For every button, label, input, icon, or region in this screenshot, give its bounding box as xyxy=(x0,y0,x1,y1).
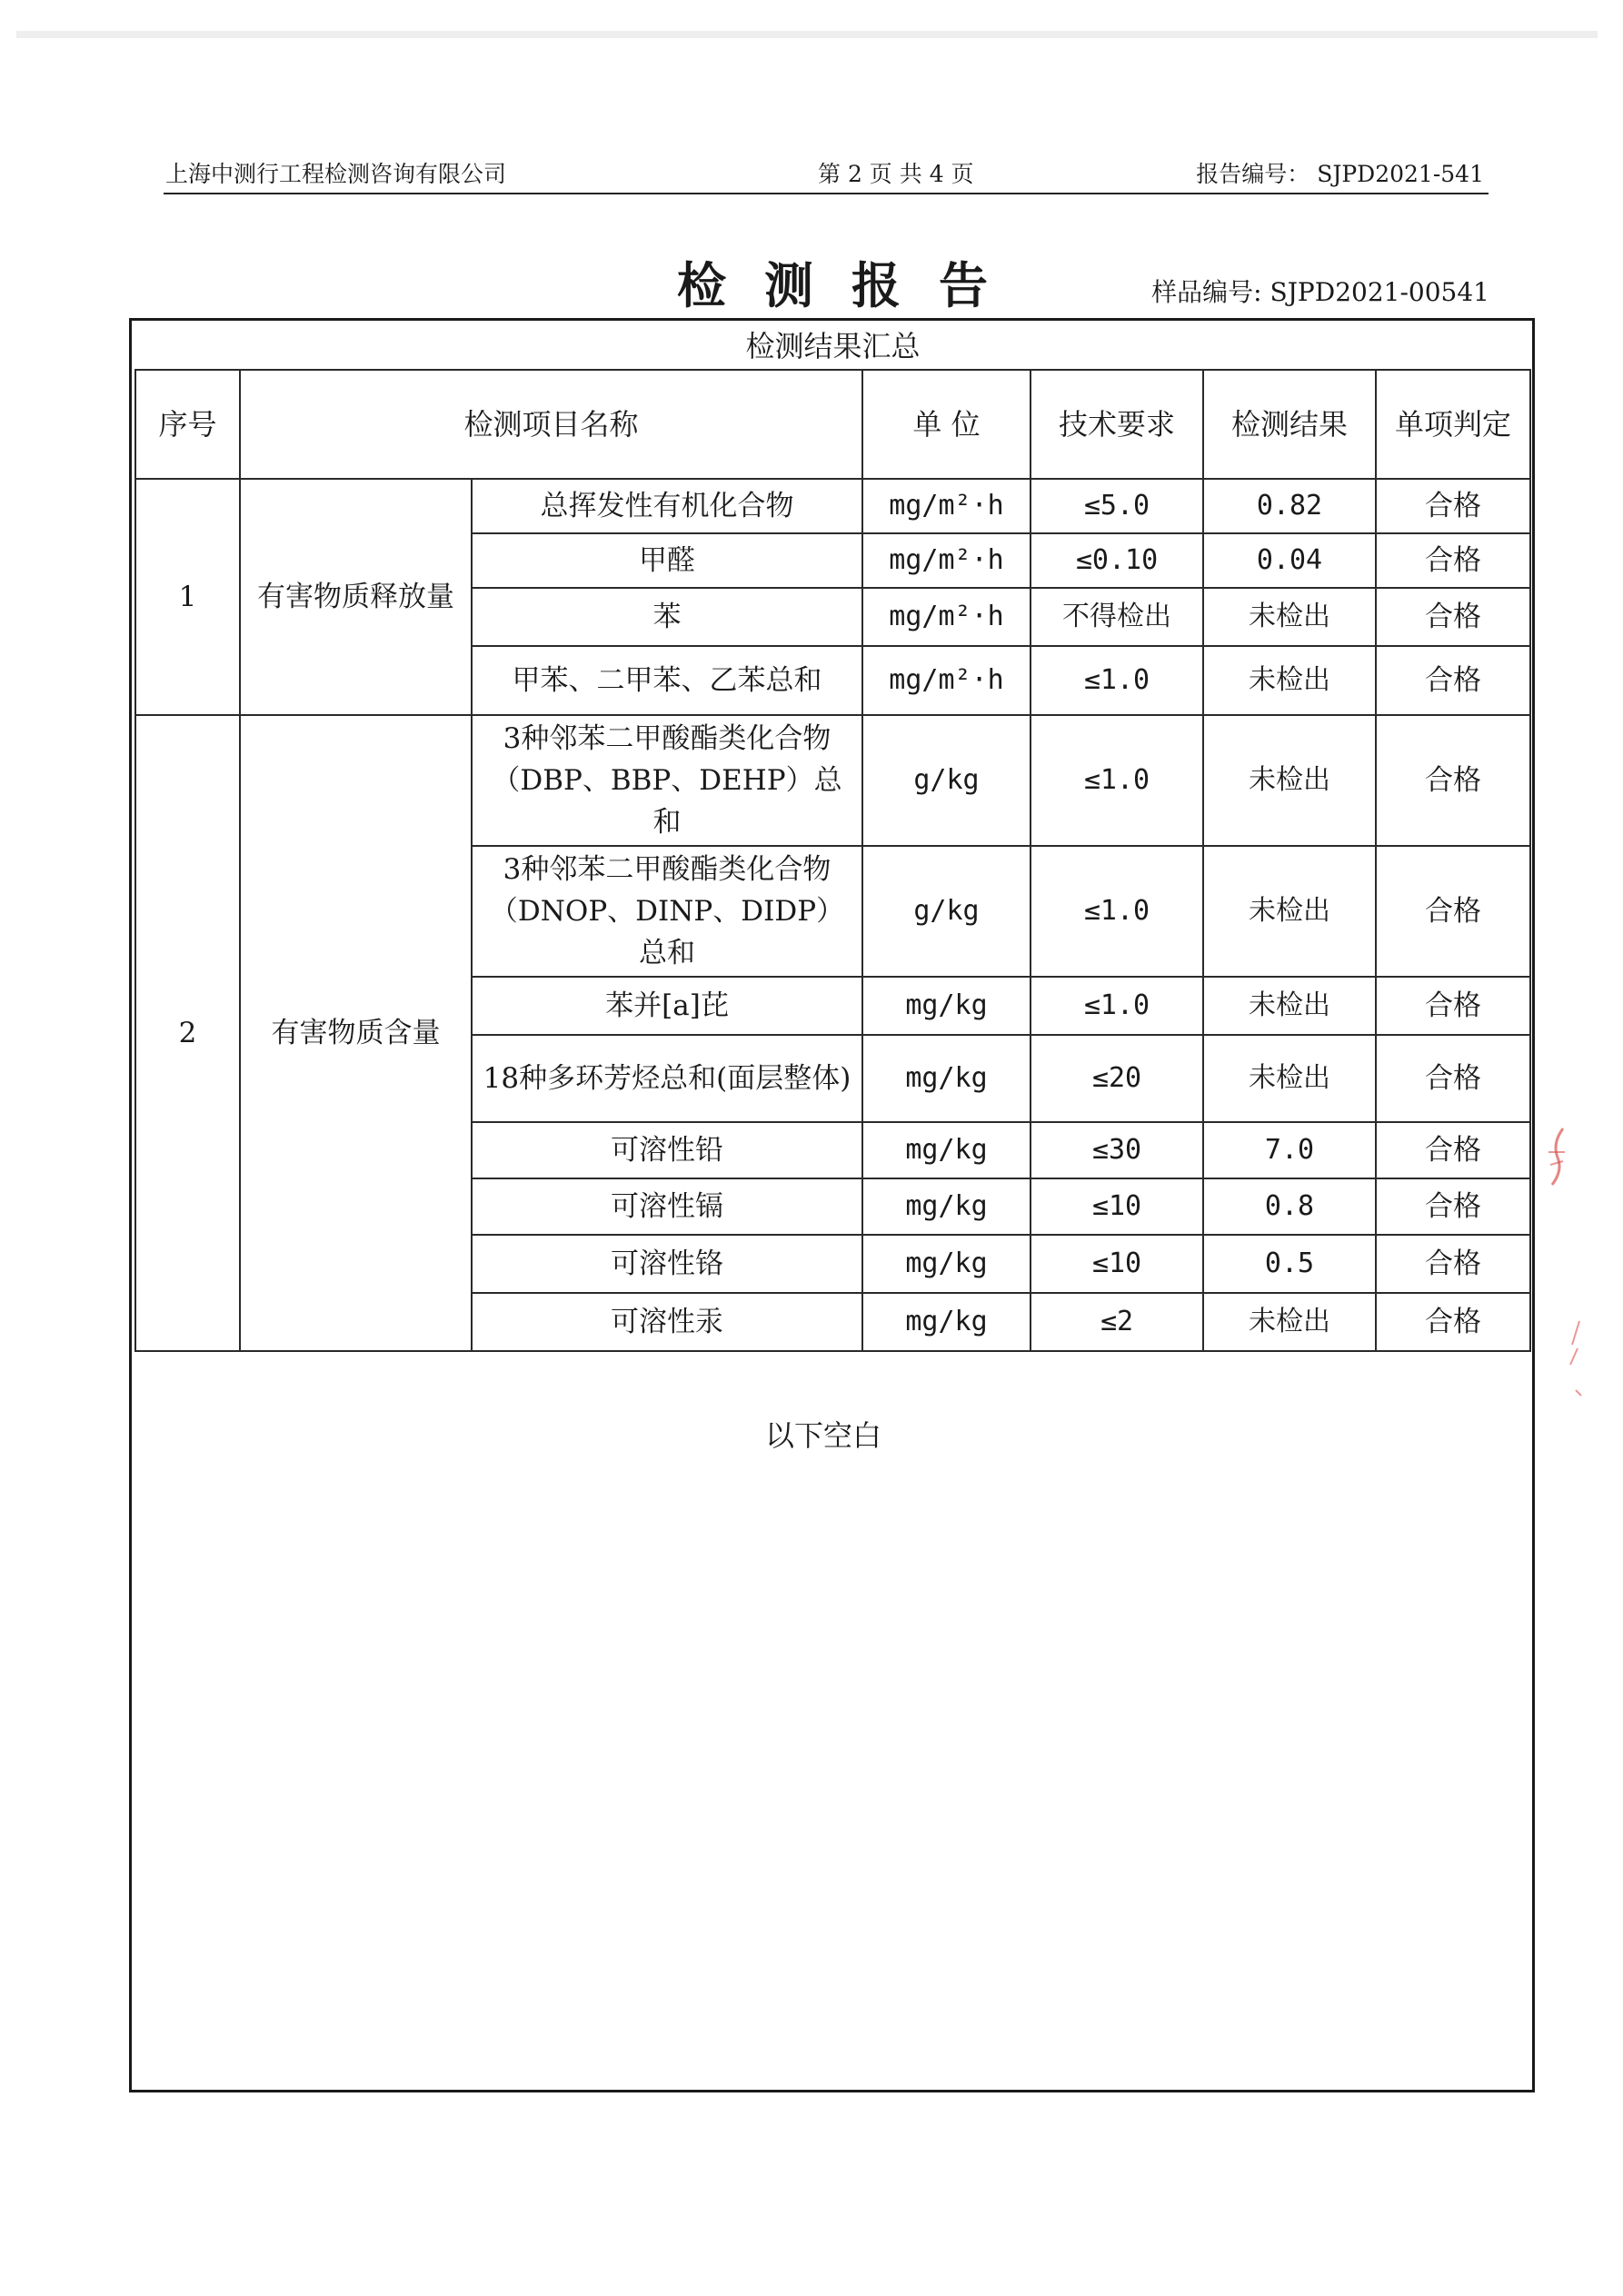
cell-item: 苯并[a]芘 xyxy=(472,977,862,1035)
cell-category: 有害物质释放量 xyxy=(240,479,472,715)
cell-requirement: ≤5.0 xyxy=(1031,479,1203,533)
cell-unit: g/kg xyxy=(862,846,1031,977)
cell-requirement: ≤1.0 xyxy=(1031,846,1203,977)
cell-item: 可溶性汞 xyxy=(472,1293,862,1351)
page-title: 检测报告 xyxy=(677,256,1026,314)
cell-judgement: 合格 xyxy=(1376,977,1530,1035)
cell-unit: mg/kg xyxy=(862,1293,1031,1351)
header-seq: 序号 xyxy=(135,370,240,479)
cell-unit: mg/m²·h xyxy=(862,533,1031,588)
cell-unit: mg/m²·h xyxy=(862,646,1031,715)
cell-judgement: 合格 xyxy=(1376,646,1530,715)
table-caption: 检测结果汇总 xyxy=(135,323,1530,370)
cell-category: 有害物质含量 xyxy=(240,715,472,1351)
cell-unit: mg/kg xyxy=(862,1235,1031,1293)
cell-item: 可溶性镉 xyxy=(472,1178,862,1235)
header-unit: 单 位 xyxy=(862,370,1031,479)
cell-judgement: 合格 xyxy=(1376,715,1530,846)
cell-result: 未检出 xyxy=(1203,846,1376,977)
cell-requirement: ≤1.0 xyxy=(1031,715,1203,846)
cell-requirement: 不得检出 xyxy=(1031,588,1203,646)
cell-item: 3种邻苯二甲酸酯类化合物（DNOP、DINP、DIDP）总和 xyxy=(472,846,862,977)
cell-result: 未检出 xyxy=(1203,977,1376,1035)
cell-unit: mg/kg xyxy=(862,1035,1031,1122)
cell-requirement: ≤1.0 xyxy=(1031,977,1203,1035)
cell-result: 未检出 xyxy=(1203,1293,1376,1351)
report-number: 报告编号： SJPD2021-541 xyxy=(1196,161,1484,187)
cell-result: 未检出 xyxy=(1203,715,1376,846)
header-divider xyxy=(164,193,1489,194)
cell-requirement: ≤20 xyxy=(1031,1035,1203,1122)
cell-unit: mg/m²·h xyxy=(862,479,1031,533)
table-row xyxy=(135,479,1530,533)
cell-unit: mg/kg xyxy=(862,1178,1031,1235)
results-table xyxy=(134,323,1531,1352)
cell-item: 苯 xyxy=(472,588,862,646)
cell-judgement: 合格 xyxy=(1376,1235,1530,1293)
page-indicator: 第 2 页 共 4 页 xyxy=(818,161,974,187)
cell-item: 可溶性铅 xyxy=(472,1122,862,1178)
cell-item: 3种邻苯二甲酸酯类化合物（DBP、BBP、DEHP）总和 xyxy=(472,715,862,846)
stamp-fragment xyxy=(1545,1125,1568,1190)
cell-requirement: ≤1.0 xyxy=(1031,646,1203,715)
cell-seq: 2 xyxy=(135,715,240,1351)
table-row xyxy=(135,715,1530,846)
cell-result: 未检出 xyxy=(1203,1035,1376,1122)
cell-item: 总挥发性有机化合物 xyxy=(472,479,862,533)
cell-requirement: ≤2 xyxy=(1031,1293,1203,1351)
cell-unit: mg/kg xyxy=(862,977,1031,1035)
cell-result: 未检出 xyxy=(1203,646,1376,715)
sample-number: 样品编号: SJPD2021-00541 xyxy=(1151,277,1489,307)
cell-requirement: ≤10 xyxy=(1031,1235,1203,1293)
company-name: 上海中测行工程检测咨询有限公司 xyxy=(165,161,507,187)
cell-judgement: 合格 xyxy=(1376,1122,1530,1178)
cell-item: 甲苯、二甲苯、乙苯总和 xyxy=(472,646,862,715)
cell-item: 甲醛 xyxy=(472,533,862,588)
cell-result: 0.8 xyxy=(1203,1178,1376,1235)
scan-edge xyxy=(16,31,1598,38)
cell-item: 18种多环芳烃总和(面层整体) xyxy=(472,1035,862,1122)
cell-judgement: 合格 xyxy=(1376,846,1530,977)
cell-requirement: ≤0.10 xyxy=(1031,533,1203,588)
cell-judgement: 合格 xyxy=(1376,479,1530,533)
header-result: 检测结果 xyxy=(1203,370,1376,479)
cell-seq: 1 xyxy=(135,479,240,715)
cell-result: 0.04 xyxy=(1203,533,1376,588)
blank-below-note: 以下空白 xyxy=(765,1418,882,1453)
header-requirement: 技术要求 xyxy=(1031,370,1203,479)
stamp-fragment xyxy=(1565,1317,1585,1399)
cell-requirement: ≤10 xyxy=(1031,1178,1203,1235)
cell-judgement: 合格 xyxy=(1376,1293,1530,1351)
cell-result: 0.82 xyxy=(1203,479,1376,533)
cell-unit: mg/m²·h xyxy=(862,588,1031,646)
cell-judgement: 合格 xyxy=(1376,1035,1530,1122)
cell-judgement: 合格 xyxy=(1376,588,1530,646)
header-item: 检测项目名称 xyxy=(240,370,862,479)
cell-result: 7.0 xyxy=(1203,1122,1376,1178)
cell-judgement: 合格 xyxy=(1376,1178,1530,1235)
cell-unit: g/kg xyxy=(862,715,1031,846)
cell-unit: mg/kg xyxy=(862,1122,1031,1178)
header-judgement: 单项判定 xyxy=(1376,370,1530,479)
cell-result: 0.5 xyxy=(1203,1235,1376,1293)
cell-result: 未检出 xyxy=(1203,588,1376,646)
cell-judgement: 合格 xyxy=(1376,533,1530,588)
results-table-container xyxy=(134,323,1529,1352)
cell-item: 可溶性铬 xyxy=(472,1235,862,1293)
page-header xyxy=(164,153,1486,189)
cell-requirement: ≤30 xyxy=(1031,1122,1203,1178)
